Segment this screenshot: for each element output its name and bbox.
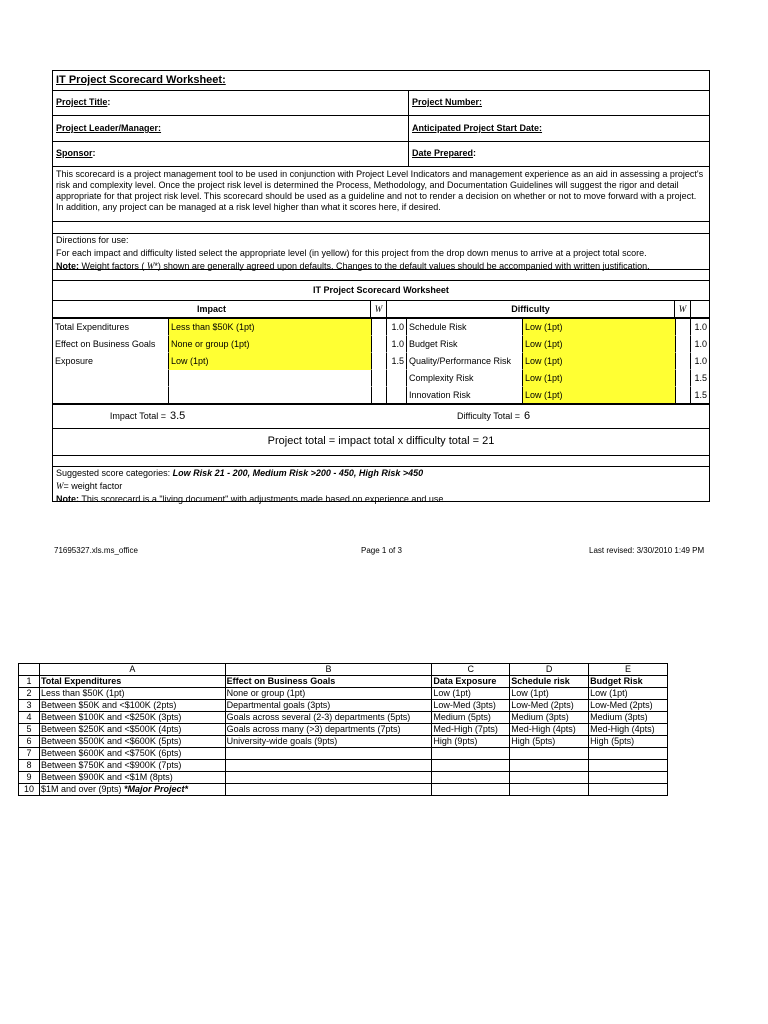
difficulty-weight: 1.0 bbox=[694, 339, 707, 349]
spacer-row bbox=[53, 222, 709, 234]
project-title-row bbox=[53, 91, 709, 116]
table-cell: Med-High (7pts) bbox=[432, 724, 510, 736]
impact-total-label: Impact Total = bbox=[109, 411, 166, 421]
table-cell bbox=[510, 784, 589, 796]
table-cell bbox=[432, 772, 510, 784]
difficulty-select[interactable]: Low (1pt) bbox=[523, 353, 675, 370]
difficulty-select-arrow[interactable] bbox=[675, 370, 691, 387]
impact-label: Total Expenditures bbox=[53, 319, 169, 336]
table-cell: Medium (5pts) bbox=[432, 712, 510, 724]
row-number: 2 bbox=[19, 688, 40, 700]
difficulty-label: Budget Risk bbox=[407, 336, 523, 353]
column-letter: B bbox=[226, 664, 433, 676]
impact-select[interactable]: Less than $50K (1pt) bbox=[169, 319, 371, 336]
table-cell: Between $900K and <$1M (8pts) bbox=[40, 772, 226, 784]
score-row bbox=[53, 319, 709, 336]
corner-cell bbox=[19, 664, 40, 676]
score-row bbox=[53, 387, 709, 405]
table-row bbox=[19, 772, 668, 784]
table-cell bbox=[589, 784, 668, 796]
table-cell: Medium (3pts) bbox=[510, 712, 589, 724]
weight-note: Note: Weight factors ( W*) shown are generally agreed upon defaults. Changes to the default values should be accompanied with written justification. bbox=[56, 261, 650, 271]
scores-grid bbox=[53, 301, 709, 319]
difficulty-select-arrow[interactable] bbox=[675, 336, 691, 353]
score-rows bbox=[53, 319, 709, 405]
project-title-label: Project Title bbox=[56, 97, 108, 107]
impact-weight: 1.0 bbox=[387, 336, 407, 353]
score-row bbox=[53, 353, 709, 370]
worksheet-title-row bbox=[53, 71, 709, 91]
note-text-a: Weight factors ( bbox=[79, 261, 147, 271]
difficulty-select[interactable]: Low (1pt) bbox=[523, 336, 675, 353]
table-row bbox=[19, 748, 668, 760]
project-leader-label[interactable]: Project Leader/Manager: bbox=[56, 123, 162, 133]
lookup-table bbox=[18, 663, 668, 796]
date-prepared-label: Date Prepared bbox=[412, 148, 474, 158]
impact-label: Exposure bbox=[53, 353, 169, 370]
difficulty-weight: 1.5 bbox=[691, 387, 709, 404]
row-number: 6 bbox=[19, 736, 40, 748]
table-cell bbox=[510, 772, 589, 784]
grid-edge bbox=[691, 301, 709, 318]
weight-factor-legend bbox=[53, 480, 709, 493]
impact-weight-header: W bbox=[371, 301, 387, 318]
sponsor-label: Sponsor bbox=[56, 148, 93, 158]
weight-factor-symbol: W bbox=[56, 481, 64, 491]
table-cell bbox=[510, 760, 589, 772]
row-number: 7 bbox=[19, 748, 40, 760]
table-row bbox=[19, 676, 668, 688]
column-letter: A bbox=[40, 664, 226, 676]
difficulty-select[interactable]: Low (1pt) bbox=[523, 319, 675, 336]
major-project-note: *Major Project* bbox=[124, 784, 189, 794]
row-number: 10 bbox=[19, 784, 40, 796]
table-cell: High (5pts) bbox=[589, 736, 668, 748]
description-text: This scorecard is a project management tool to be used in conjunction with Project Level Indicators and management experience as an aid in assessing a project's risk and complexity level. Once the project risk level is determined the Process, Methodology, and Documentation Guidelines will suggest the rigor and detail appropriate for that project risk level. This scorecard should be used as a guideline and not to render a decision on whether or not to move forward with a project. In addition, any project can be managed at a risk level higher than what it scores here, if desired. bbox=[56, 169, 704, 212]
table-cell bbox=[226, 760, 433, 772]
difficulty-weight: 1.0 bbox=[694, 356, 707, 366]
row-number: 1 bbox=[19, 676, 40, 688]
suggested-label: Suggested score categories: bbox=[56, 468, 171, 478]
table-cell: High (9pts) bbox=[432, 736, 510, 748]
table-cell bbox=[226, 784, 433, 796]
difficulty-label: Quality/Performance Risk bbox=[407, 353, 523, 370]
impact-select-arrow[interactable] bbox=[371, 336, 387, 353]
impact-header: Impact bbox=[53, 301, 371, 318]
difficulty-select[interactable]: Low (1pt) bbox=[523, 387, 675, 404]
impact-select[interactable] bbox=[169, 387, 371, 404]
difficulty-select-arrow[interactable] bbox=[675, 319, 691, 336]
footer-revised: Last revised: 3/30/2010 1:49 PM bbox=[589, 546, 705, 555]
column-letter: C bbox=[432, 664, 510, 676]
table-cell: Goals across several (2-3) departments (5pts) bbox=[226, 712, 433, 724]
difficulty-label: Schedule Risk bbox=[407, 319, 523, 336]
final-note-text: This scorecard is a "living document" with adjustments made based on experience and use. bbox=[79, 494, 446, 504]
difficulty-weight: 1.5 bbox=[694, 373, 707, 383]
note-label: Note: bbox=[56, 261, 79, 271]
table-cell: Goals across many (>3) departments (7pts) bbox=[226, 724, 433, 736]
table-cell bbox=[226, 748, 433, 760]
row-number: 4 bbox=[19, 712, 40, 724]
table-row bbox=[19, 688, 668, 700]
final-note-label: Note: bbox=[56, 494, 79, 504]
weight-factor-text: = weight factor bbox=[63, 481, 123, 491]
totals-row bbox=[53, 405, 709, 429]
difficulty-header: Difficulty bbox=[387, 301, 675, 318]
project-number-label[interactable]: Project Number: bbox=[408, 91, 709, 115]
table-cell bbox=[510, 748, 589, 760]
impact-label: Effect on Business Goals bbox=[53, 336, 169, 353]
directions-label: Directions for use: bbox=[56, 235, 129, 245]
table-cell: Between $50K and <$100K (2pts) bbox=[40, 700, 226, 712]
note-text-b: ) shown are generally agreed upon defaults. Changes to the default values should be accompanied with written justification. bbox=[157, 261, 650, 271]
table-row bbox=[19, 784, 668, 796]
date-prepared-cell[interactable]: Date Prepared: bbox=[408, 142, 709, 166]
table-cell: Between $600K and <$750K (6pts) bbox=[40, 748, 226, 760]
row-number: 9 bbox=[19, 772, 40, 784]
table-cell: Low-Med (2pts) bbox=[510, 700, 589, 712]
table-cell: Between $750K and <$900K (7pts) bbox=[40, 760, 226, 772]
impact-label bbox=[53, 387, 169, 404]
project-total: Project total = impact total x difficulty total = 21 bbox=[267, 435, 495, 447]
difficulty-total-label: Difficulty Total = bbox=[457, 411, 520, 421]
leader-row bbox=[53, 116, 709, 142]
table-cell: Between $250K and <$500K (4pts) bbox=[40, 724, 226, 736]
difficulty-select-arrow[interactable] bbox=[675, 353, 691, 370]
table-cell: Low (1pt) bbox=[589, 688, 668, 700]
table-cell bbox=[432, 784, 510, 796]
impact-weight: 1.5 bbox=[387, 353, 407, 370]
impact-select-arrow[interactable] bbox=[371, 387, 387, 404]
impact-total-value: 3.5 bbox=[170, 410, 186, 422]
column-letter-row bbox=[19, 664, 668, 676]
table-cell bbox=[589, 760, 668, 772]
table-cell: Schedule risk bbox=[510, 676, 589, 688]
column-letter: E bbox=[589, 664, 668, 676]
table-row bbox=[19, 736, 668, 748]
impact-label bbox=[53, 370, 169, 387]
footer-filename: 71695327.xls.ms_office bbox=[54, 546, 138, 555]
impact-weight: 1.0 bbox=[387, 319, 407, 336]
impact-select-arrow[interactable] bbox=[371, 319, 387, 336]
directions-text: For each impact and difficulty listed select the appropriate level (in yellow) for this project from the drop down menus to arrive at a project total score. bbox=[56, 248, 647, 258]
table-cell: Between $500K and <$600K (5pts) bbox=[40, 736, 226, 748]
score-row bbox=[53, 370, 709, 387]
table-cell: Med-High (4pts) bbox=[510, 724, 589, 736]
impact-select[interactable]: None or group (1pt) bbox=[169, 336, 371, 353]
table-row bbox=[19, 700, 668, 712]
table-cell: None or group (1pt) bbox=[226, 688, 433, 700]
difficulty-total-value: 6 bbox=[524, 410, 531, 422]
table-cell: Departmental goals (3pts) bbox=[226, 700, 433, 712]
table-cell: High (5pts) bbox=[510, 736, 589, 748]
worksheet-title: IT Project Scorecard Worksheet: bbox=[56, 74, 226, 86]
impact-weight bbox=[387, 387, 407, 404]
table-cell bbox=[226, 772, 433, 784]
sponsor-row bbox=[53, 142, 709, 167]
impact-select-arrow[interactable] bbox=[371, 353, 387, 370]
sponsor-cell[interactable]: Sponsor: bbox=[56, 148, 96, 158]
table-cell: University-wide goals (9pts) bbox=[226, 736, 433, 748]
difficulty-weight-header: W bbox=[675, 301, 691, 318]
table-cell: Budget Risk bbox=[589, 676, 668, 688]
scorecard-worksheet bbox=[52, 70, 710, 502]
final-note bbox=[53, 493, 709, 506]
start-date-label[interactable]: Anticipated Project Start Date: bbox=[408, 116, 709, 141]
row-number: 8 bbox=[19, 760, 40, 772]
table-cell bbox=[589, 748, 668, 760]
table-row bbox=[19, 724, 668, 736]
difficulty-label: Complexity Risk bbox=[407, 370, 523, 387]
table-cell bbox=[432, 760, 510, 772]
impact-weight bbox=[387, 370, 407, 387]
table-cell: Less than $50K (1pt) bbox=[40, 688, 226, 700]
table-cell: Medium (3pts) bbox=[589, 712, 668, 724]
project-total-row bbox=[53, 429, 709, 456]
legend-row bbox=[53, 467, 709, 504]
table-row bbox=[19, 712, 668, 724]
spacer-row-3 bbox=[53, 456, 709, 467]
row-number: 5 bbox=[19, 724, 40, 736]
inner-title: IT Project Scorecard Worksheet bbox=[313, 285, 449, 295]
suggested-categories bbox=[53, 467, 709, 480]
score-row bbox=[53, 336, 709, 353]
table-cell bbox=[589, 772, 668, 784]
impact-select[interactable]: Low (1pt) bbox=[169, 353, 371, 370]
table-cell: Med-High (4pts) bbox=[589, 724, 668, 736]
table-cell: Low (1pt) bbox=[510, 688, 589, 700]
difficulty-label: Innovation Risk bbox=[407, 387, 523, 404]
table-cell bbox=[432, 748, 510, 760]
project-title-cell[interactable]: Project Title: bbox=[56, 97, 111, 107]
difficulty-select-arrow[interactable] bbox=[675, 387, 691, 404]
table-cell: Total Expenditures bbox=[40, 676, 226, 688]
table-cell: Low-Med (2pts) bbox=[589, 700, 668, 712]
table-cell: Effect on Business Goals bbox=[226, 676, 433, 688]
directions-row bbox=[53, 234, 709, 270]
description-row bbox=[53, 167, 709, 222]
suggested-text: Low Risk 21 - 200, Medium Risk >200 - 450, High Risk >450 bbox=[170, 468, 424, 478]
table-row bbox=[19, 760, 668, 772]
impact-select-arrow[interactable] bbox=[371, 370, 387, 387]
table-cell: Data Exposure bbox=[432, 676, 510, 688]
footer-page: Page 1 of 3 bbox=[361, 546, 402, 555]
difficulty-weight: 1.0 bbox=[694, 322, 707, 332]
table-cell: Low (1pt) bbox=[432, 688, 510, 700]
inner-title-row bbox=[53, 281, 709, 301]
column-letter: D bbox=[510, 664, 589, 676]
difficulty-select[interactable]: Low (1pt) bbox=[523, 370, 675, 387]
impact-select[interactable] bbox=[169, 370, 371, 387]
table-cell: $1M and over (9pts) *Major Project* bbox=[40, 784, 226, 796]
row-number: 3 bbox=[19, 700, 40, 712]
table-cell: Between $100K and <$250K (3pts) bbox=[40, 712, 226, 724]
w-symbol: W bbox=[146, 261, 155, 271]
table-cell: Low-Med (3pts) bbox=[432, 700, 510, 712]
